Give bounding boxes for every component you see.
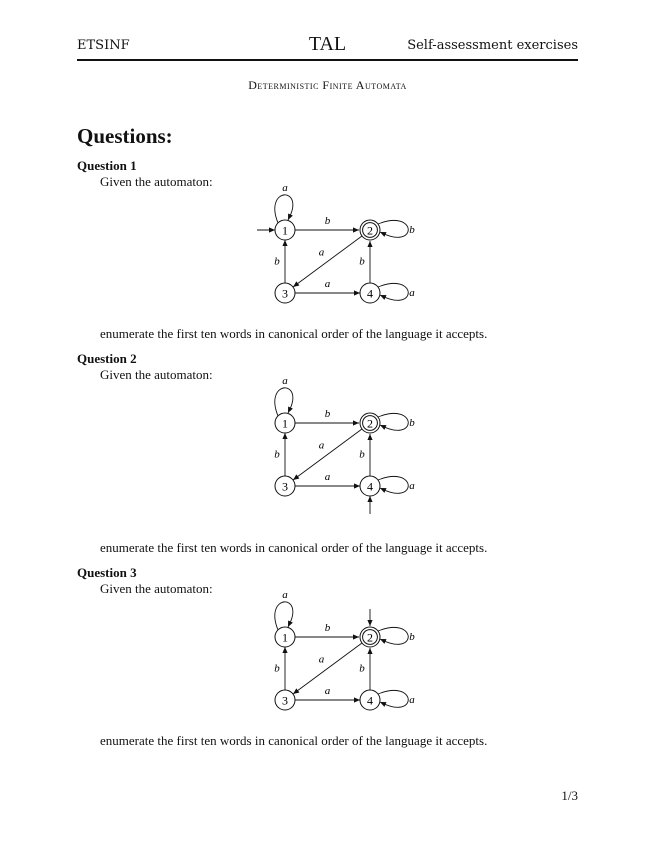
- transition-label: a: [324, 278, 331, 290]
- state-label: 1: [282, 223, 288, 238]
- section-heading: Questions:: [77, 124, 173, 148]
- transition-arrowhead: [367, 434, 372, 440]
- document-title: Deterministic Finite Automata: [248, 78, 407, 92]
- question-1-outro: enumerate the first ten words in canonical order of the language it accepts.: [100, 326, 488, 341]
- transition-label: a: [318, 246, 325, 259]
- question-1-title: Question 1: [77, 158, 137, 173]
- question-2-intro: Given the automaton:: [100, 367, 213, 382]
- transition-label: a: [409, 480, 415, 492]
- transition-arrowhead: [367, 648, 372, 654]
- state-3: [275, 283, 295, 303]
- question-1-intro: Given the automaton:: [100, 174, 213, 189]
- transition-label: b: [409, 417, 415, 429]
- transition-label: b: [274, 448, 280, 461]
- question-3-intro: Given the automaton:: [100, 581, 213, 596]
- state-1: [275, 220, 295, 240]
- question-3-outro: enumerate the first ten words in canonical order of the language it accepts.: [100, 733, 488, 748]
- transition-label: b: [359, 662, 365, 675]
- initial-arrowhead: [367, 620, 372, 626]
- transition-arrowhead: [353, 420, 359, 425]
- transition-arrowhead: [367, 241, 372, 247]
- state-4: [360, 690, 380, 710]
- state-label: 3: [282, 479, 288, 494]
- state-4: [360, 283, 380, 303]
- state-label: 1: [282, 416, 288, 431]
- header-left: ETSINF: [77, 38, 130, 53]
- transition-label: b: [409, 224, 415, 236]
- transition-arrowhead: [282, 433, 287, 439]
- state-2: [360, 627, 380, 647]
- automaton-diagram-3: [0, 587, 655, 717]
- state-label: 3: [282, 286, 288, 301]
- transition-arrowhead: [354, 290, 360, 295]
- state-1: [275, 413, 295, 433]
- transition-label: a: [282, 182, 288, 194]
- automaton-diagram-1: [0, 180, 655, 310]
- state-label: 4: [367, 693, 373, 708]
- state-label: 4: [367, 479, 373, 494]
- transition-loop: [275, 388, 293, 416]
- state-3: [275, 690, 295, 710]
- transition-label: b: [359, 255, 365, 268]
- transition-label: a: [324, 685, 331, 697]
- transition-label: b: [324, 215, 331, 227]
- transition-label: a: [282, 589, 288, 601]
- transition-label: b: [324, 622, 331, 634]
- state-label: 2: [367, 416, 373, 431]
- transition-label: b: [274, 662, 280, 675]
- header-center: TAL: [308, 33, 347, 55]
- transition-loop: [275, 195, 293, 223]
- transition-label: a: [324, 471, 331, 483]
- question-2-title: Question 2: [77, 351, 137, 366]
- state-2: [360, 220, 380, 240]
- initial-arrowhead: [367, 496, 372, 502]
- transition-arrowhead: [354, 697, 360, 702]
- transition-loop: [275, 602, 293, 630]
- question-2-outro: enumerate the first ten words in canonical order of the language it accepts.: [100, 540, 488, 555]
- transition-label: a: [318, 653, 325, 666]
- transition-arrowhead: [353, 227, 359, 232]
- transition-arrowhead: [282, 647, 287, 653]
- transition-label: a: [409, 287, 415, 299]
- transition-label: a: [318, 439, 325, 452]
- state-label: 2: [367, 630, 373, 645]
- transition-arrowhead: [354, 483, 360, 488]
- question-3-title: Question 3: [77, 565, 137, 580]
- page-number: 1/3: [561, 788, 578, 803]
- state-3: [275, 476, 295, 496]
- state-label: 3: [282, 693, 288, 708]
- transition-arrowhead: [353, 634, 359, 639]
- state-label: 1: [282, 630, 288, 645]
- state-label: 4: [367, 286, 373, 301]
- transition-label: a: [282, 375, 288, 387]
- transition-arrowhead: [293, 688, 299, 694]
- state-4: [360, 476, 380, 496]
- header-rule: [77, 59, 578, 61]
- transition-label: b: [324, 408, 331, 420]
- automaton-diagram-2: [0, 373, 655, 523]
- state-label: 2: [367, 223, 373, 238]
- state-2: [360, 413, 380, 433]
- transition-label: a: [409, 694, 415, 706]
- transition-label: b: [274, 255, 280, 268]
- transition-arrowhead: [282, 240, 287, 246]
- transition-arrowhead: [293, 474, 299, 480]
- transition-label: b: [359, 448, 365, 461]
- transition-arrowhead: [293, 281, 299, 287]
- state-1: [275, 627, 295, 647]
- transition-label: b: [409, 631, 415, 643]
- initial-arrowhead: [269, 227, 275, 232]
- header-right: Self-assessment exercises: [407, 38, 578, 53]
